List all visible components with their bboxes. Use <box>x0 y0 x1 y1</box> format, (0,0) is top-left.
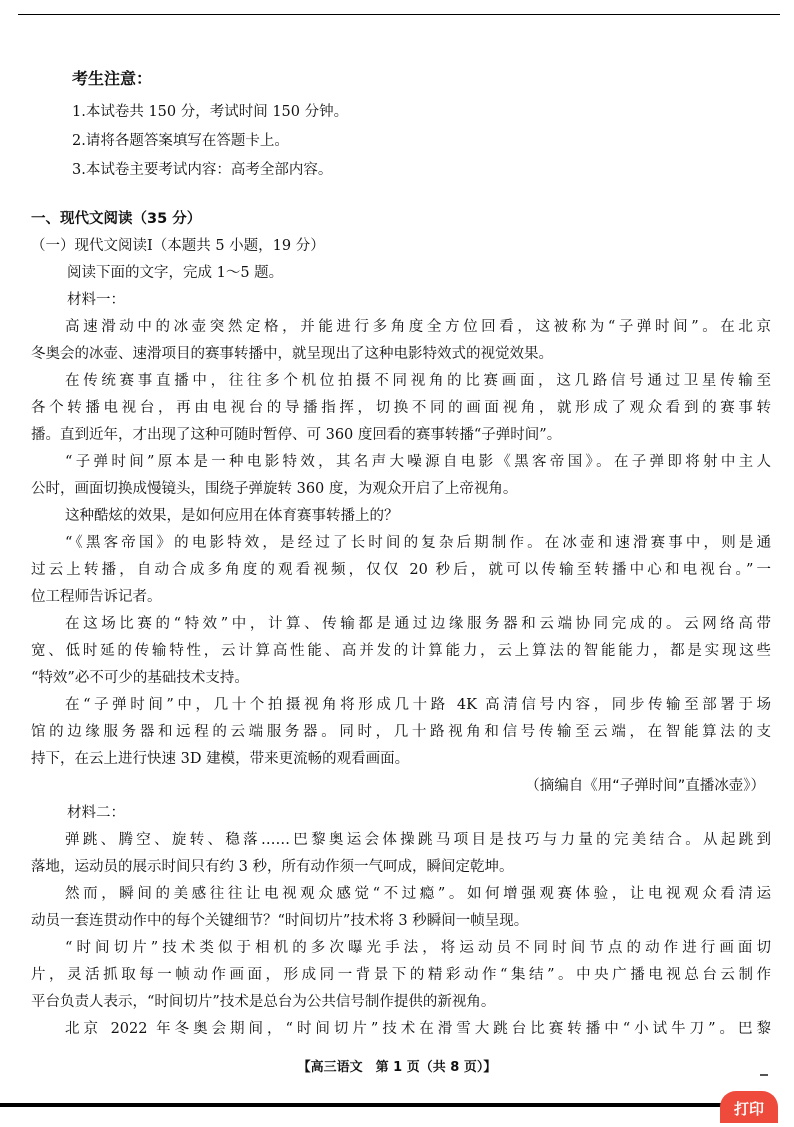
exam-notice <box>72 68 752 185</box>
margin-mark <box>760 1074 768 1076</box>
material1-line: 宽、低时延的传输特性，云计算高性能、高并发的计算能力，云上算法的智能能力，都是实现这些 <box>31 643 771 659</box>
material1-line: 在“子弹时间”中，几十个拍摄视角将形成几十路 4K 高清信号内容，同步传输至部署于场 <box>65 697 771 713</box>
material1-line: 高速滑动中的冰壶突然定格，并能进行多角度全方位回看，这被称为“子弹时间”。在北京 <box>65 319 771 335</box>
notice-title: 考生注意： <box>72 69 153 88</box>
bottom-rule <box>0 1103 770 1107</box>
material1-source: （摘编自《用“子弹时间”直播冰壶》） <box>525 778 765 794</box>
material1-line: 持下，在云上进行快速 3D 建模，带来更流畅的观看画面。 <box>31 751 410 767</box>
notice-item: 3.本试卷主要考试内容：高考全部内容。 <box>72 162 333 178</box>
material1-line: 公时，画面切换成慢镜头，围绕子弹旋转 360 度，为观众开启了上帝视角。 <box>31 481 518 497</box>
notice-item: 1.本试卷共 150 分，考试时间 150 分钟。 <box>72 104 349 120</box>
material1-line: 各个转播电视台，再由电视台的导播指挥，切换不同的画面视角，就形成了观众看到的赛事转 <box>31 400 771 416</box>
material1-line: “《黑客帝国》的电影特效，是经过了长时间的复杂后期制作。在冰壶和速滑赛事中，则是通 <box>65 535 771 551</box>
material1-line: 在这场比赛的“特效”中，计算、传输都是通过边缘服务器和云端协同完成的。云网络高带 <box>65 616 771 632</box>
material2-line: 北京 2022 年冬奥会期间，“时间切片”技术在滑雪大跳台比赛转播中“小试牛刀”。巴黎 <box>65 1021 771 1037</box>
material1-label: 材料一： <box>67 292 125 308</box>
material1-line: 冬奥会的冰壶、速滑项目的赛事转播中，就呈现出了这种电影特效式的视觉效果。 <box>31 346 553 362</box>
material2-line: 平台负责人表示，“时间切片”技术是总台为公共信号制作提供的新视角。 <box>31 994 496 1010</box>
top-rule <box>18 14 780 15</box>
material2-label: 材料二： <box>67 805 125 821</box>
page-footer: 【高三语文 第 1 页（共 8 页）】 <box>297 1060 497 1075</box>
material2-line: “时间切片”技术类似于相机的多次曝光手法，将运动员不同时间节点的动作进行画面切 <box>65 940 771 956</box>
material2-line: 片，灵活抓取每一帧动作画面，形成同一背景下的精彩动作“集结”。中央广播电视总台云制作 <box>31 967 771 983</box>
reading-section <box>31 206 771 1043</box>
material1-line: 馆的边缘服务器和远程的云端服务器。同时，几十路视角和信号传输至云端，在智能算法的支 <box>31 724 771 740</box>
material1-line: “子弹时间”原本是一种电影特效，其名声大噪源自电影《黑客帝国》。在子弹即将射中主人 <box>65 454 771 470</box>
print-button[interactable]: 打印 <box>720 1091 778 1123</box>
material1-line: 位工程师告诉记者。 <box>31 589 162 605</box>
instruction: 阅读下面的文字，完成 1～5 题。 <box>67 265 284 281</box>
material2-line: 动员一套连贯动作中的每个关键细节？“时间切片”技术将 3 秒瞬间一帧呈现。 <box>31 913 529 929</box>
material1-line: 播。直到近年，才出现了这种可随时暂停、可 360 度回看的赛事转播“子弹时间”。 <box>31 427 562 443</box>
material1-line: 过云上转播，自动合成多角度的观看视频，仅仅 20 秒后，就可以传输至转播中心和电视台。”一 <box>31 562 771 578</box>
sub-heading: （一）现代文阅读Ⅰ（本题共 5 小题，19 分） <box>31 238 325 254</box>
section-heading: 一、现代文阅读（35 分） <box>31 211 202 227</box>
material2-line: 弹跳、腾空、旋转、稳落……巴黎奥运会体操跳马项目是技巧与力量的完美结合。从起跳到 <box>65 832 771 848</box>
material2-line: 然而，瞬间的美感往往让电视观众感觉“不过瘾”。如何增强观赛体验，让电视观众看清运 <box>65 886 771 902</box>
material1-line: “特效”必不可少的基础技术支持。 <box>31 670 249 686</box>
notice-item: 2.请将各题答案填写在答题卡上。 <box>72 133 289 149</box>
material1-line: 这种酷炫的效果，是如何应用在体育赛事转播上的？ <box>65 508 399 524</box>
material1-line: 在传统赛事直播中，往往多个机位拍摄不同视角的比赛画面，这几路信号通过卫星传输至 <box>65 373 771 389</box>
material2-line: 落地，运动员的展示时间只有约 3 秒，所有动作须一气呵成，瞬间定乾坤。 <box>31 859 514 875</box>
